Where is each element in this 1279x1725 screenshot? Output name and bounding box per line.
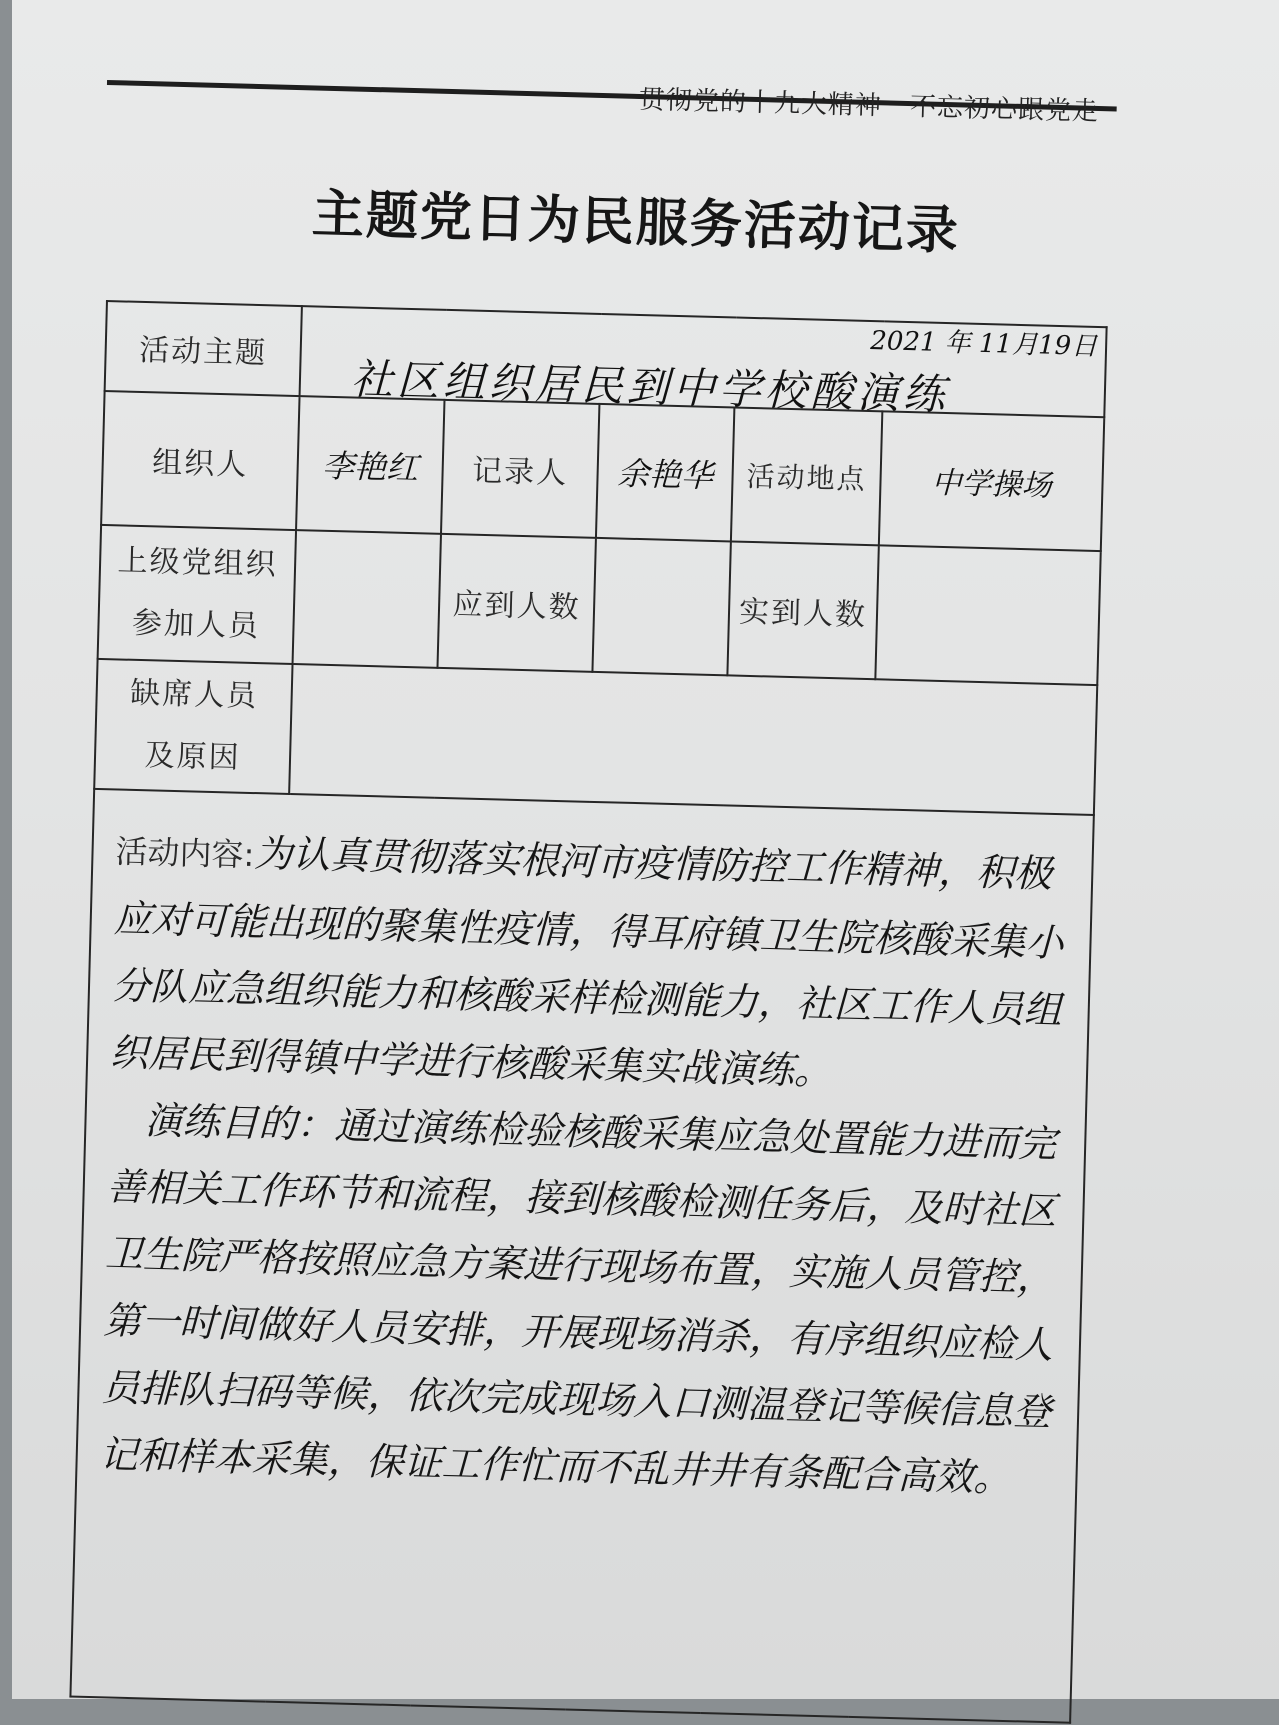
content-paragraph-1: 为认真贯彻落实根河市疫情防控工作精神，积极应对可能出现的聚集性疫情，得耳府镇卫生院核酸采集小分队应急组织能力和核酸采样检测能力，社区工作人员组织居民到得镇中学进行核酸采集实战演练。 (109, 831, 1065, 1094)
content-label: 活动内容: (115, 832, 255, 875)
superior-attendees-label (98, 525, 296, 664)
location-label: 活动地点 (731, 407, 882, 545)
content-paragraph-2: 演练目的：通过演练检验核酸采集应急处置能力进而完善相关工作环节和流程，接到核酸检测任务后，及时社区卫生院严格按照应急方案进行现场布置，实施人员管控，第一时间做好人员安排，开展现场消杀，有序组织应检人员排队扫码等候，依次完成现场入口测温登记等候信息登记和样本采集，保证工作忙而不乱井井有条配合高效。 (99, 1098, 1058, 1501)
absent-value (289, 664, 1097, 815)
recorder-label: 记录人 (441, 400, 599, 538)
superior-attendees-value (293, 530, 441, 668)
activity-content-cell (70, 789, 1093, 1723)
expected-count-label: 应到人数 (437, 534, 595, 672)
actual-count-label: 实到人数 (727, 541, 878, 679)
recorder-value: 余艳华 (596, 404, 734, 541)
header-slogan (639, 79, 1100, 128)
actual-count-value (875, 545, 1100, 685)
topic-value: 社区组织居民到中学校酸演练 (350, 354, 950, 420)
organizer-value: 李艳红 (296, 396, 444, 534)
expected-count-value (592, 538, 730, 675)
record-sheet (69, 300, 1105, 1725)
slogan-right: 不忘初心跟党走 (909, 92, 1100, 128)
date-value: 2021 年 11月19日 (869, 326, 1098, 362)
slogan-left: 贯彻党的十九大精神 (638, 84, 883, 122)
topic-label: 活动主题 (105, 301, 302, 396)
notebook-page (12, 0, 1279, 1699)
page-title: 主题党日为民服务活动记录 (311, 183, 961, 262)
absent-label (94, 659, 292, 794)
record-table (69, 300, 1107, 1724)
topic-cell (300, 306, 1107, 420)
location-value: 中学操场 (879, 411, 1104, 551)
absent-label-line2: 及原因 (144, 738, 242, 776)
superior-label-line2: 参加人员 (131, 605, 261, 645)
organizer-label: 组织人 (101, 391, 299, 530)
superior-label-line1: 上级党组织 (117, 543, 279, 583)
absent-label-line1: 缺席人员 (129, 675, 259, 715)
activity-content (109, 816, 1074, 1111)
